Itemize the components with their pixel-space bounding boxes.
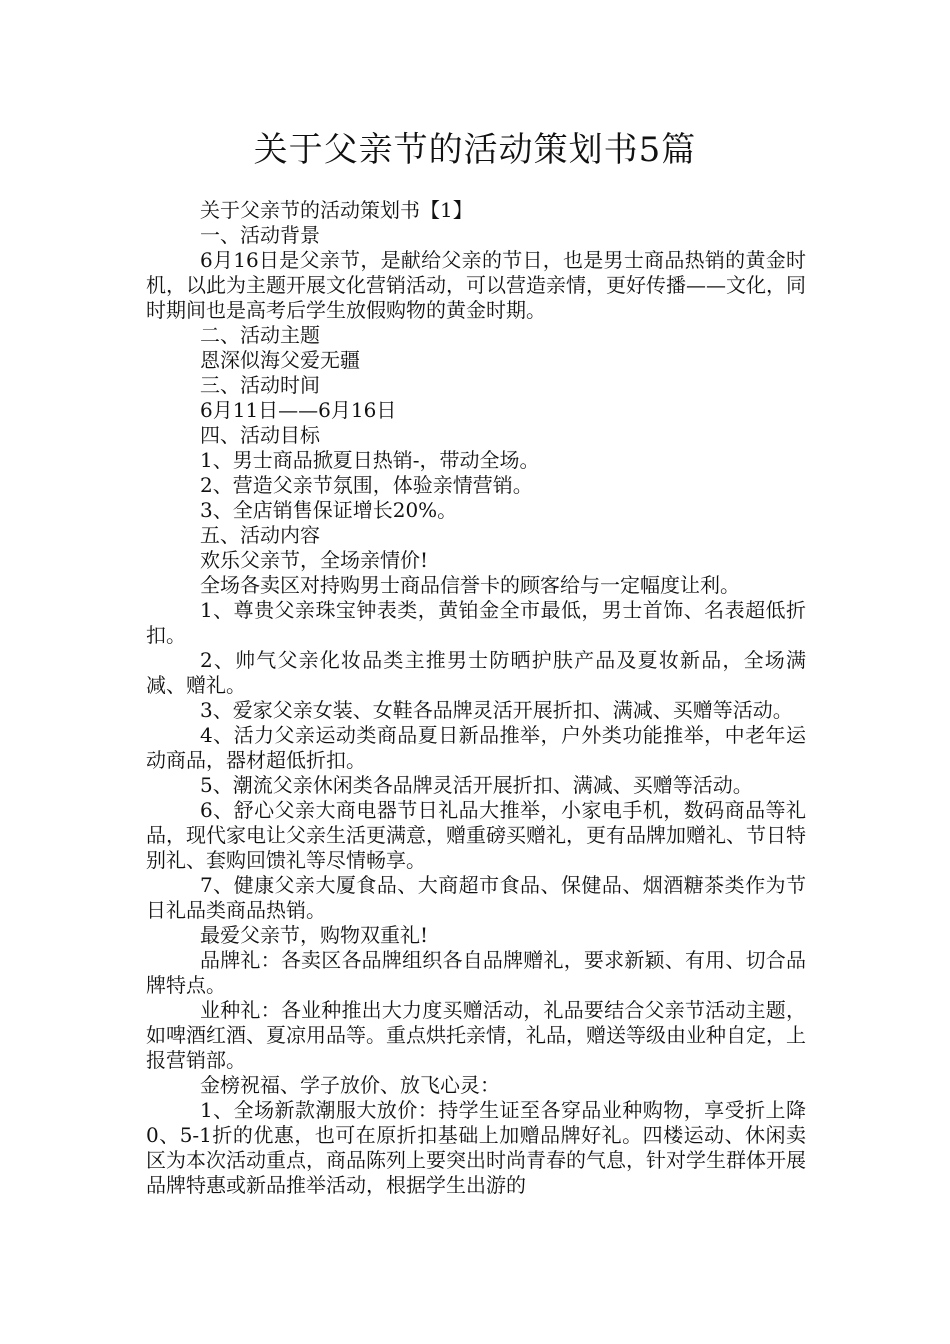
document-paragraph: 关于父亲节的活动策划书【1】 xyxy=(200,198,473,222)
document-paragraph: 2、帅气父亲化妆品类主推男士防晒护肤产品及夏妆新品，全场满减、赠礼。 xyxy=(146,648,806,697)
document-paragraph: 3、爱家父亲女装、女鞋各品牌灵活开展折扣、满减、买赠等活动。 xyxy=(200,698,793,722)
document-paragraph: 4、活力父亲运动类商品夏日新品推举，户外类功能推举，中老年运动商品，器材超低折扣。 xyxy=(146,723,806,772)
document-paragraph: 2、营造父亲节氛围，体验亲情营销。 xyxy=(200,473,533,497)
document-paragraph: 金榜祝福、学子放价、放飞心灵： xyxy=(200,1073,500,1097)
document-paragraph: 5、潮流父亲休闲类各品牌灵活开展折扣、满减、买赠等活动。 xyxy=(200,773,753,797)
document-paragraph: 1、尊贵父亲珠宝钟表类，黄铂金全市最低，男士首饰、名表超低折扣。 xyxy=(146,598,806,647)
document-paragraph: 6月11日——6月16日 xyxy=(200,398,397,422)
document-paragraph: 3、全店销售保证增长20%。 xyxy=(200,498,458,522)
document-paragraph: 五、活动内容 xyxy=(200,523,320,547)
document-paragraph: 7、健康父亲大厦食品、大商超市食品、保健品、烟酒糖茶类作为节日礼品类商品热销。 xyxy=(146,873,806,922)
document-body xyxy=(146,198,806,1198)
document-paragraph: 一、活动背景 xyxy=(200,223,320,247)
document-paragraph: 恩深似海父爱无疆 xyxy=(200,348,360,372)
document-paragraph: 1、男士商品掀夏日热销-，带动全场。 xyxy=(200,448,540,472)
document-paragraph: 6、舒心父亲大商电器节日礼品大推举，小家电手机，数码商品等礼品，现代家电让父亲生活更满意，赠重磅买赠礼，更有品牌加赠礼、节日特别礼、套购回馈礼等尽情畅享。 xyxy=(146,798,806,872)
document-paragraph: 四、活动目标 xyxy=(200,423,320,447)
document-paragraph: 欢乐父亲节，全场亲情价! xyxy=(200,548,429,572)
document-paragraph: 业种礼：各业种推出大力度买赠活动，礼品要结合父亲节活动主题，如啤酒红酒、夏凉用品等。重点烘托亲情，礼品，赠送等级由业种自定，上报营销部。 xyxy=(146,998,806,1072)
document-paragraph: 最爱父亲节，购物双重礼! xyxy=(200,923,429,947)
document-paragraph: 品牌礼：各卖区各品牌组织各自品牌赠礼，要求新颖、有用、切合品牌特点。 xyxy=(146,948,806,997)
document-paragraph: 6月16日是父亲节，是献给父亲的节日，也是男士商品热销的黄金时机，以此为主题开展文化营销活动，可以营造亲情，更好传播——文化，同时期间也是高考后学生放假购物的黄金时期。 xyxy=(146,248,806,322)
document-paragraph: 1、全场新款潮服大放价：持学生证至各穿品业种购物，享受折上降0、5-1折的优惠，也可在原折扣基础上加赠品牌好礼。四楼运动、休闲卖区为本次活动重点，商品陈列上要突出时尚青春的气息，针对学生群体开展品牌特惠或新品推举活动，根据学生出游的 xyxy=(146,1098,806,1197)
document-paragraph: 全场各卖区对持购男士商品信誉卡的顾客给与一定幅度让利。 xyxy=(200,573,740,597)
document-title: 关于父亲节的活动策划书5篇 xyxy=(253,130,697,170)
document-paragraph: 三、活动时间 xyxy=(200,373,320,397)
document-paragraph: 二、活动主题 xyxy=(200,323,320,347)
